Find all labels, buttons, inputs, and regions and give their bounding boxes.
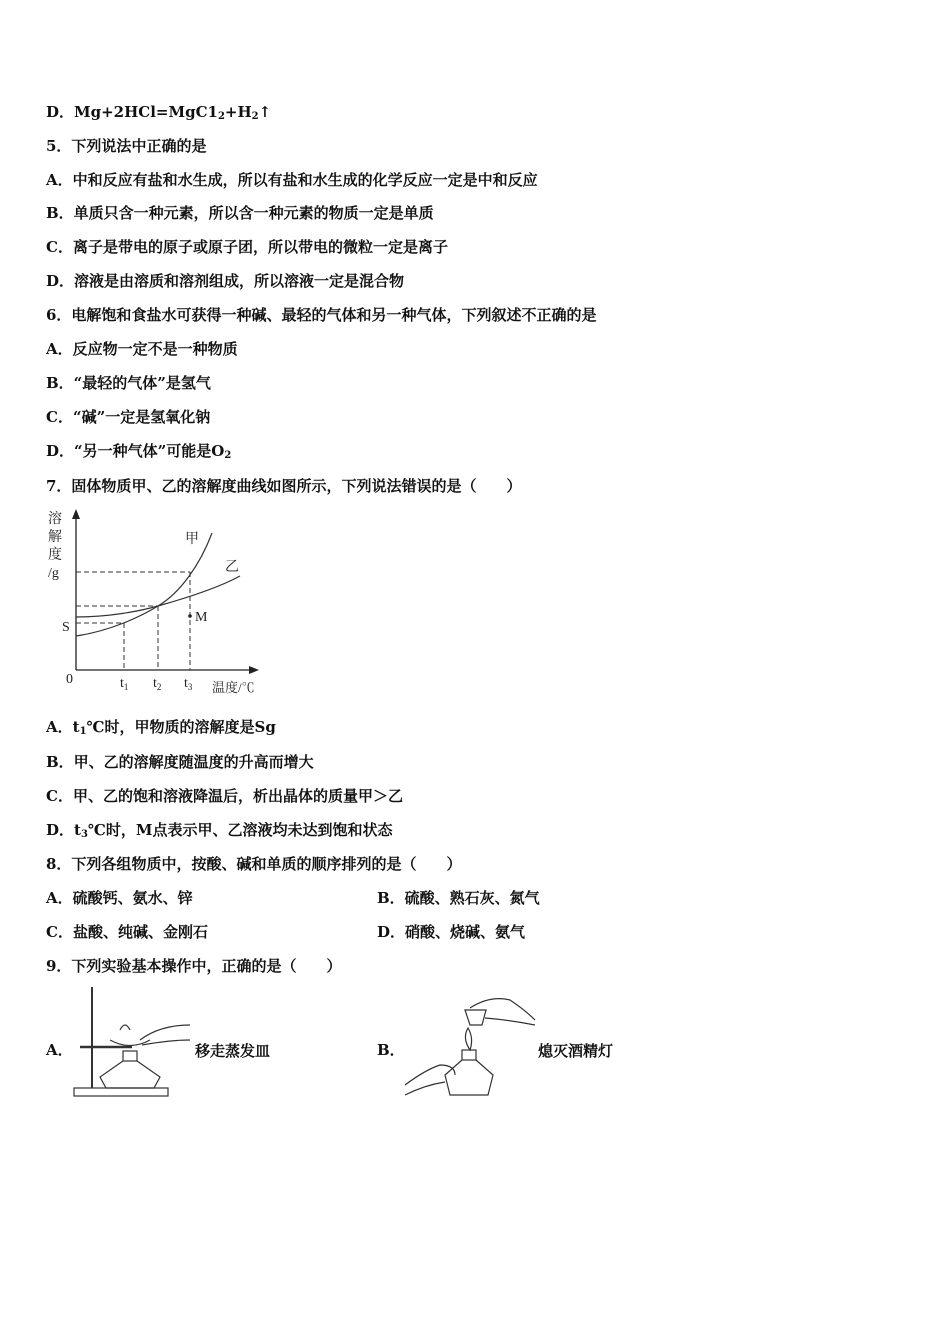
origin-label: 0 — [66, 672, 73, 687]
y-label-4: /g — [48, 566, 59, 581]
s-label: S — [62, 620, 70, 635]
jia-label: 甲 — [185, 532, 199, 547]
t1-label: $t_1$ — [120, 676, 129, 692]
q7-stem: 7．固体物质甲、乙的溶解度曲线如图所示，下列说法错误的是（ ） — [46, 477, 522, 495]
yi-label: 乙 — [225, 560, 239, 575]
q5-option-a: A．中和反应有盐和水生成，所以有盐和水生成的化学反应一定是中和反应 — [46, 171, 538, 189]
q8-option-b: B．硫酸、熟石灰、氮气 — [377, 889, 540, 907]
q6-option-b: B．“最轻的气体”是氢气 — [46, 374, 211, 392]
q8-option-d: D．硝酸、烧碱、氨气 — [377, 923, 526, 941]
point-m — [188, 614, 192, 618]
q9-stem: 9．下列实验基本操作中，正确的是（ ） — [46, 957, 342, 975]
x-label: 温度/℃ — [212, 680, 255, 695]
q9-option-a-label: A． — [46, 1041, 73, 1059]
q9-option-b-label: B． — [377, 1041, 405, 1059]
q7-option-c: C．甲、乙的饱和溶液降温后，析出晶体的质量甲＞乙 — [46, 787, 403, 805]
q5-stem: 5．下列说法中正确的是 — [46, 137, 207, 155]
q9-option-a-caption: 移走蒸发皿 — [195, 1042, 271, 1060]
q7-option-b: B．甲、乙的溶解度随温度的升高而增大 — [46, 753, 314, 771]
y-label-3: 度 — [48, 548, 62, 563]
solubility-curve-figure — [40, 505, 270, 700]
q8-option-a: A．硫酸钙、氨水、锌 — [46, 889, 193, 907]
q6-option-d: D．“另一种气体”可能是$O_2$ — [46, 442, 232, 461]
q5-option-c: C．离子是带电的原子或原子团，所以带电的微粒一定是离子 — [46, 238, 448, 256]
q7-option-a: A．$t_1℃$时，甲物质的溶解度是Sg — [46, 718, 276, 737]
q4-option-d: D．$Mg+2HCl=MgC1_2+H_2↑$ — [46, 103, 272, 122]
extinguish-lamp-illustration — [400, 990, 540, 1100]
y-label-1: 溶 — [48, 512, 62, 527]
q7-option-d: D．$t_3℃$时，M点表示甲、乙溶液均未达到饱和状态 — [46, 821, 393, 840]
q6-option-c: C．“碱”一定是氢氧化钠 — [46, 408, 211, 426]
q5-option-b: B．单质只含一种元素，所以含一种元素的物质一定是单质 — [46, 204, 434, 222]
q6-option-a: A．反应物一定不是一种物质 — [46, 340, 238, 358]
q8-stem: 8．下列各组物质中，按酸、碱和单质的顺序排列的是（ ） — [46, 855, 462, 873]
curve-jia — [76, 533, 212, 636]
m-label: M — [195, 610, 208, 625]
t3-label: $t_3$ — [184, 676, 193, 692]
q8-option-c: C．盐酸、纯碱、金刚石 — [46, 923, 208, 941]
q6-stem: 6．电解饱和食盐水可获得一种碱、最轻的气体和另一种气体，下列叙述不正确的是 — [46, 306, 597, 324]
q9-option-b-caption: 熄灭酒精灯 — [538, 1042, 614, 1060]
q5-option-d: D．溶液是由溶质和溶剂组成，所以溶液一定是混合物 — [46, 272, 405, 290]
evaporating-dish-illustration — [70, 985, 195, 1100]
y-label-2: 解 — [48, 530, 62, 545]
t2-label: $t_2$ — [153, 676, 162, 692]
